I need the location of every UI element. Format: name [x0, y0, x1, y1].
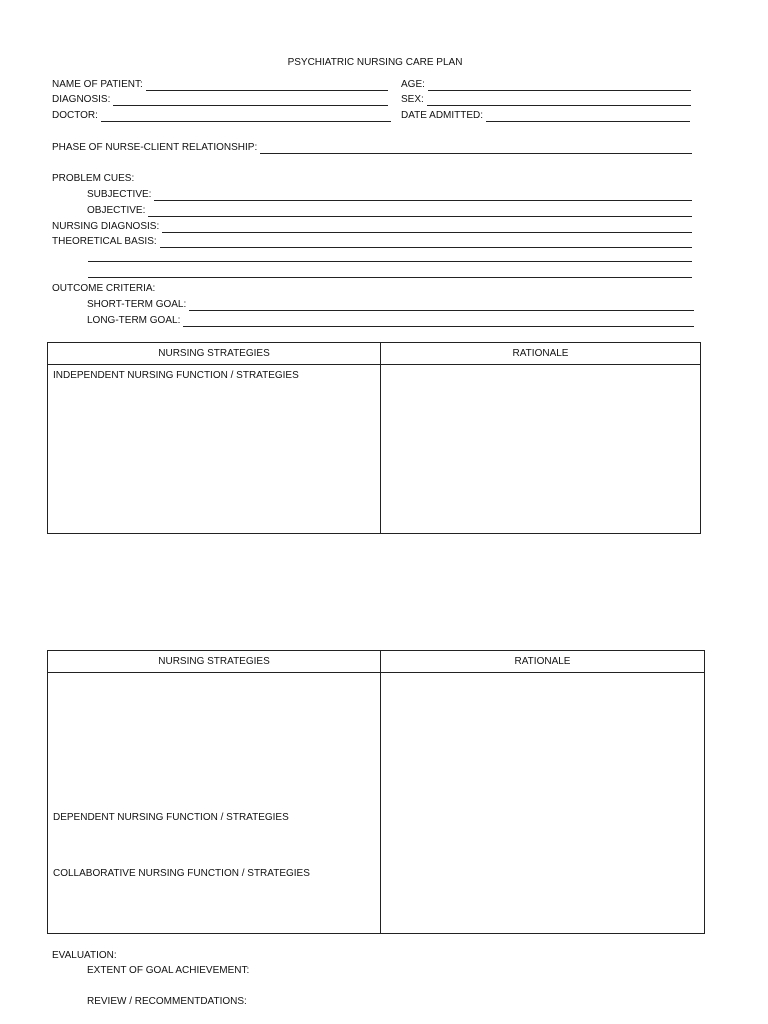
long-term-goal-line — [183, 317, 694, 327]
patient-name-field[interactable] — [52, 79, 388, 91]
table1-strategies-header: NURSING STRATEGIES — [48, 343, 381, 365]
review-recommendations-label: REVIEW / RECOMMENTDATIONS: — [87, 996, 247, 1007]
date-admitted-label: DATE ADMITTED: — [401, 110, 484, 121]
objective-label: OBJECTIVE: — [87, 205, 146, 216]
doctor-field[interactable] — [52, 110, 391, 122]
subjective-label: SUBJECTIVE: — [87, 189, 152, 200]
objective-field[interactable] — [87, 205, 692, 217]
table1-rationale-cell[interactable] — [381, 365, 701, 534]
problem-cues-heading: PROBLEM CUES: — [52, 173, 135, 184]
strategies-table-2 — [47, 650, 705, 934]
table2-rationale-header: RATIONALE — [381, 651, 705, 673]
subjective-field[interactable] — [87, 189, 692, 201]
independent-function-label: INDEPENDENT NURSING FUNCTION / STRATEGIES — [53, 370, 299, 381]
table1-rationale-header: RATIONALE — [381, 343, 701, 365]
sex-label: SEX: — [401, 94, 424, 105]
extent-of-goal-achievement-label: EXTENT OF GOAL ACHIEVEMENT: — [87, 965, 250, 976]
theoretical-basis-field[interactable] — [52, 236, 692, 248]
diagnosis-line — [113, 96, 388, 106]
phase-field[interactable] — [52, 142, 692, 154]
short-term-goal-line — [189, 301, 694, 311]
objective-line — [148, 207, 692, 217]
age-line — [428, 81, 691, 91]
long-term-goal-field[interactable] — [87, 315, 694, 327]
nursing-diagnosis-field[interactable] — [52, 221, 692, 233]
theoretical-basis-extra-line-2[interactable] — [88, 277, 692, 278]
short-term-goal-field[interactable] — [87, 299, 694, 311]
outcome-criteria-heading: OUTCOME CRITERIA: — [52, 283, 156, 294]
date-admitted-line — [486, 112, 690, 122]
short-term-goal-label: SHORT-TERM GOAL: — [87, 299, 187, 310]
subjective-line — [154, 191, 692, 201]
dependent-function-label: DEPENDENT NURSING FUNCTION / STRATEGIES — [53, 812, 289, 823]
page-title: PSYCHIATRIC NURSING CARE PLAN — [287, 57, 463, 68]
sex-field[interactable] — [401, 94, 691, 106]
table2-strategies-cell[interactable] — [48, 673, 381, 934]
collaborative-function-label: COLLABORATIVE NURSING FUNCTION / STRATEGIES — [53, 868, 310, 879]
theoretical-basis-line — [160, 238, 692, 248]
table2-strategies-header: NURSING STRATEGIES — [48, 651, 381, 673]
sex-line — [427, 96, 691, 106]
patient-name-label: NAME OF PATIENT: — [52, 79, 143, 90]
age-field[interactable] — [401, 79, 691, 91]
patient-name-line — [146, 81, 388, 91]
table1-strategies-cell[interactable] — [48, 365, 381, 534]
long-term-goal-label: LONG-TERM GOAL: — [87, 315, 181, 326]
doctor-line — [101, 112, 391, 122]
nursing-diagnosis-line — [162, 223, 692, 233]
strategies-table-1 — [47, 342, 701, 534]
evaluation-heading: EVALUATION: — [52, 950, 117, 961]
diagnosis-field[interactable] — [52, 94, 388, 106]
nursing-diagnosis-label: NURSING DIAGNOSIS: — [52, 221, 160, 232]
phase-line — [260, 144, 692, 154]
date-admitted-field[interactable] — [401, 110, 690, 122]
age-label: AGE: — [401, 79, 425, 90]
theoretical-basis-label: THEORETICAL BASIS: — [52, 236, 157, 247]
phase-label: PHASE OF NURSE-CLIENT RELATIONSHIP: — [52, 142, 258, 153]
doctor-label: DOCTOR: — [52, 110, 98, 121]
table2-rationale-cell[interactable] — [381, 673, 705, 934]
theoretical-basis-extra-line-1[interactable] — [88, 261, 692, 262]
diagnosis-label: DIAGNOSIS: — [52, 94, 111, 105]
